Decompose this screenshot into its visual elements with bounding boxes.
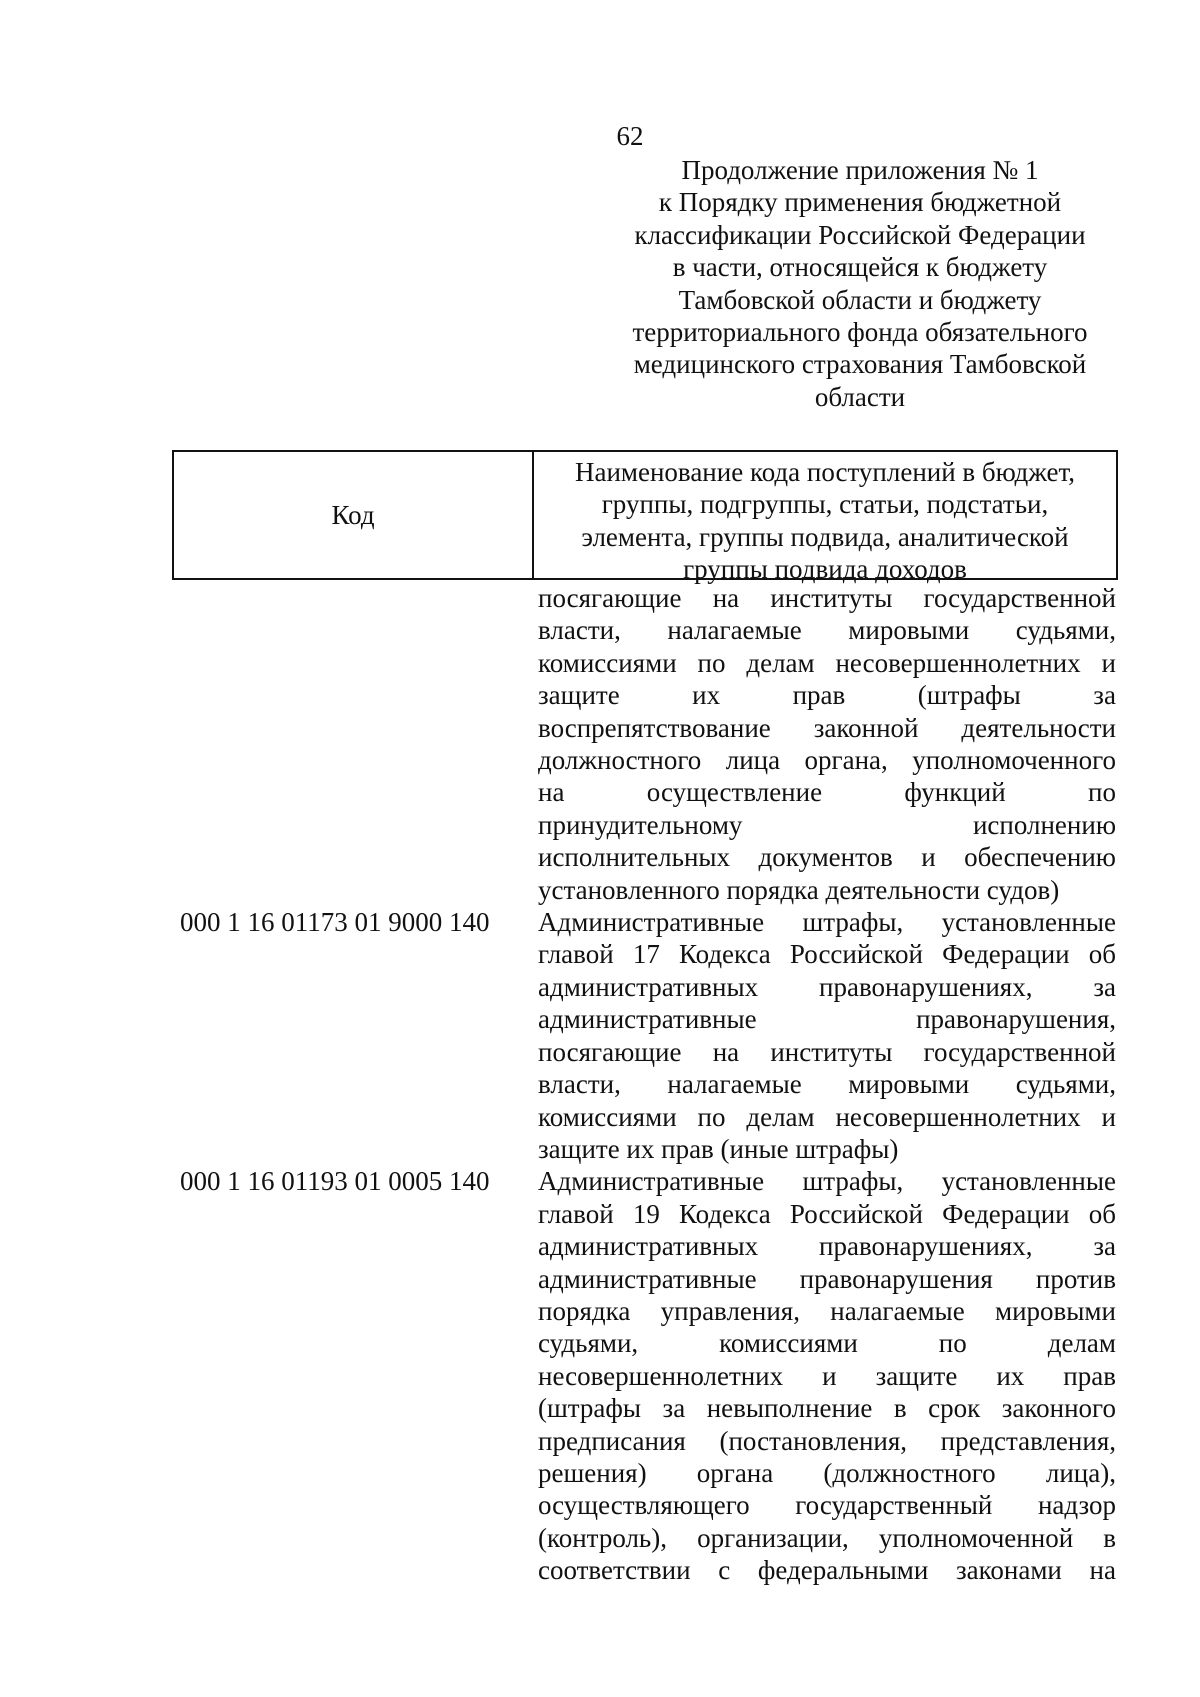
column-header-name: [534, 452, 1116, 585]
appendix-header: [610, 154, 1110, 413]
description-line: принудительному исполнению: [538, 809, 1116, 840]
column-header-name-line: группы, подгруппы, статьи, подстатьи,: [601, 489, 1049, 520]
column-header-name-line: Наименование кода поступлений в бюджет,: [574, 457, 1076, 487]
description-line: воспрепятствование законной деятельности: [538, 712, 1116, 743]
description-line: административные правонарушения,: [538, 1004, 1116, 1035]
revenue-description: [538, 906, 1116, 1165]
table-body: [172, 582, 1118, 1587]
description-line: порядка управления, налагаемые мировыми: [538, 1295, 1116, 1326]
description-line: защите их прав (штрафы за: [538, 680, 1116, 711]
table-row: [172, 906, 1118, 1165]
appendix-header-line: Продолжение приложения № 1: [681, 155, 1039, 185]
description-line: Административные штрафы, установленные: [538, 1166, 1116, 1197]
description-line: (контроль), организации, уполномоченной в: [538, 1522, 1116, 1553]
description-line: административных правонарушениях, за: [538, 1231, 1116, 1262]
description-line: решения) органа (должностного лица),: [538, 1457, 1116, 1488]
revenue-description: [538, 1165, 1116, 1586]
table-row: [172, 582, 1118, 906]
page-number: 62: [616, 121, 644, 151]
description-line: главой 19 Кодекса Российской Федерации об: [538, 1198, 1116, 1229]
description-line: предписания (постановления, представления,: [538, 1425, 1116, 1456]
description-line: административных правонарушениях, за: [538, 971, 1116, 1002]
description-line: исполнительных документов и обеспечению: [538, 842, 1116, 873]
column-header-name-line: группы подвида доходов: [683, 554, 967, 585]
description-line: осуществляющего государственный надзор: [538, 1490, 1116, 1521]
revenue-description: [538, 582, 1116, 906]
description-line: комиссиями по делам несовершеннолетних и: [538, 647, 1116, 678]
description-line: главой 17 Кодекса Российской Федерации об: [538, 939, 1116, 970]
description-line: несовершеннолетних и защите их прав: [538, 1360, 1116, 1391]
description-line: на осуществление функций по: [538, 777, 1116, 808]
description-line: посягающие на институты государственной: [538, 583, 1116, 613]
table-row: [172, 1165, 1118, 1586]
appendix-header-line: Тамбовской области и бюджету: [678, 284, 1042, 315]
appendix-header-line: к Порядку применения бюджетной: [658, 187, 1062, 218]
table-header: [172, 450, 1118, 585]
appendix-header-line: области: [814, 381, 906, 412]
description-line: должностного лица органа, уполномоченного: [538, 745, 1116, 776]
description-line: посягающие на институты государственной: [538, 1036, 1116, 1067]
revenue-code: [172, 582, 530, 906]
description-line: судьями, комиссиями по делам: [538, 1328, 1116, 1359]
description-line: защите их прав (иные штрафы): [538, 1133, 899, 1164]
description-line: Административные штрафы, установленные: [538, 907, 1116, 938]
description-line: комиссиями по делам несовершеннолетних и: [538, 1101, 1116, 1132]
description-line: установленного порядка деятельности судов): [538, 874, 1060, 905]
appendix-header-line: медицинского страхования Тамбовской: [633, 349, 1087, 380]
description-line: власти, налагаемые мировыми судьями,: [538, 1069, 1116, 1100]
column-header-code: Код: [174, 452, 534, 578]
description-line: административные правонарушения против: [538, 1263, 1116, 1294]
appendix-header-line: классификации Российской Федерации: [634, 219, 1086, 250]
revenue-code: 000 1 16 01173 01 9000 140: [180, 907, 490, 938]
appendix-header-line: в части, относящейся к бюджету: [672, 252, 1048, 283]
appendix-header-line: территориального фонда обязательного: [632, 317, 1088, 348]
revenue-code: 000 1 16 01193 01 0005 140: [180, 1166, 490, 1197]
description-line: (штрафы за невыполнение в срок законного: [538, 1393, 1116, 1424]
description-line: соответствии с федеральными законами на: [538, 1555, 1116, 1586]
column-header-name-line: элемента, группы подвида, аналитической: [581, 521, 1069, 552]
description-line: власти, налагаемые мировыми судьями,: [538, 615, 1116, 646]
